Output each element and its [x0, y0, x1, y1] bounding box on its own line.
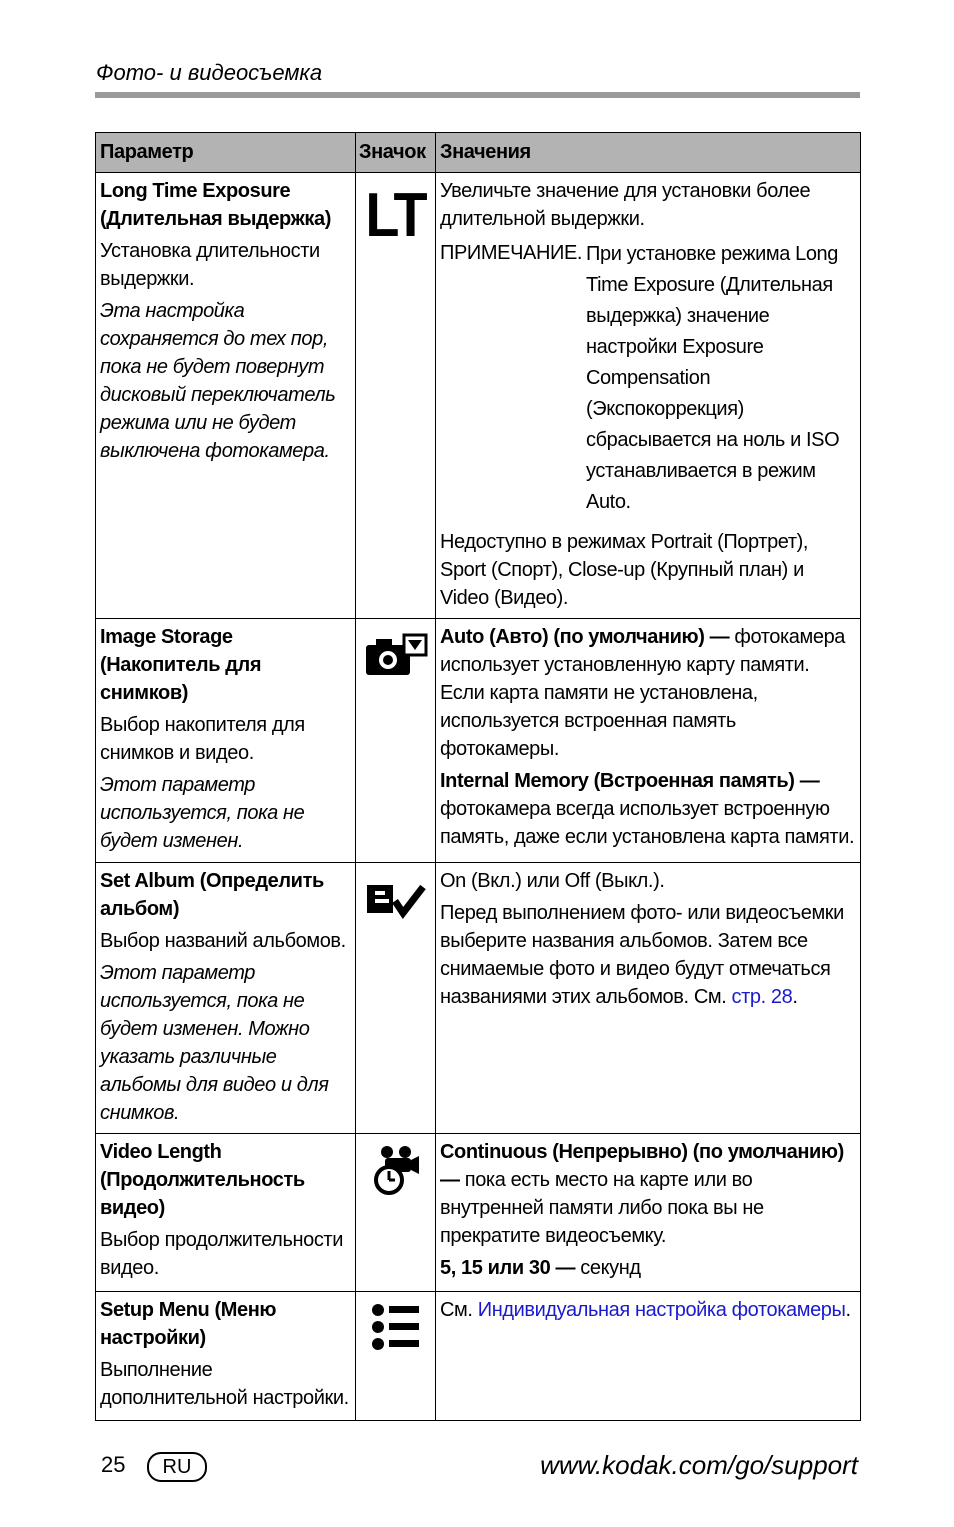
values-cell — [436, 863, 861, 1134]
camera-setup-link[interactable]: Индивидуальная настройка фотокамеры — [477, 1299, 846, 1321]
param-name: Long Time Exposure (Длительная выдержка) — [100, 180, 331, 230]
column-header-icon: Значок — [356, 133, 436, 173]
note-block — [440, 239, 857, 518]
icon-cell — [356, 173, 436, 619]
camera-storage-icon — [364, 631, 428, 679]
param-desc: Выбор накопителя для снимков и видео. — [100, 714, 305, 764]
header-rule — [95, 92, 860, 98]
param-cell — [96, 1292, 356, 1421]
page-number: 25 — [101, 1452, 126, 1477]
value-text-end: . — [792, 986, 798, 1008]
table-row — [96, 1134, 861, 1292]
video-timer-icon — [371, 1144, 421, 1198]
language-badge: RU — [147, 1452, 207, 1482]
column-header-values: Значения — [436, 133, 861, 173]
param-cell — [96, 1134, 356, 1292]
support-url[interactable]: www.kodak.com/go/support — [540, 1450, 858, 1480]
settings-table — [95, 132, 861, 1421]
icon-cell — [356, 619, 436, 863]
table-row — [96, 619, 861, 863]
column-header-parameter: Параметр — [96, 133, 356, 173]
values-cell — [436, 1292, 861, 1421]
internal-option-text: фотокамера всегда использует встроенную память, даже если установлена карта памяти. — [440, 798, 855, 848]
seconds-option-text: секунд — [575, 1257, 641, 1279]
seconds-option-label: 5, 15 или 30 — — [440, 1257, 576, 1279]
param-cell — [96, 863, 356, 1134]
value-text: Увеличьте значение для установки более длительной выдержки. — [440, 180, 811, 230]
param-note: Этот параметр используется, пока не будет изменен. — [100, 774, 305, 852]
icon-cell — [356, 863, 436, 1134]
internal-option-label: Internal Memory (Встроенная память) — — [440, 770, 820, 792]
param-name: Set Album (Определить альбом) — [100, 870, 324, 920]
auto-option-label: Auto (Авто) (по умолчанию) — — [440, 626, 730, 648]
setup-menu-icon — [371, 1302, 421, 1352]
page-header: Фото- и видеосъемка — [96, 60, 323, 85]
param-note: Этот параметр используется, пока не будет изменен. Можно указать различные альбомы для видео и для снимков. — [100, 962, 329, 1124]
page-link[interactable]: стр. 28 — [731, 986, 793, 1008]
table-row — [96, 173, 861, 619]
value-text: Перед выполнением фото- или видеосъемки выберите названия альбомов. Затем все снимаемые фото и видео будут отмечаться названиями этих альбомов. См. — [440, 902, 844, 1008]
param-desc: Выполнение дополнительной настройки. — [100, 1359, 349, 1409]
param-cell — [96, 619, 356, 863]
icon-cell — [356, 1134, 436, 1292]
table-header-row — [96, 133, 861, 173]
value-text: On (Вкл.) или Off (Выкл.). — [440, 870, 665, 892]
auto-option-text: фотокамера использует установленную карту памяти. Если карта памяти не установлена, используется встроенная память фотокамеры. — [440, 626, 846, 760]
values-cell — [436, 173, 861, 619]
long-time-exposure-icon: LT — [365, 181, 427, 250]
param-desc: Установка длительности выдержки. — [100, 240, 320, 290]
icon-cell — [356, 1292, 436, 1421]
note-label: ПРИМЕЧАНИЕ. — [440, 242, 583, 264]
param-name: Video Length (Продолжительность видео) — [100, 1141, 305, 1219]
table-row — [96, 863, 861, 1134]
note-text: При установке режима Long Time Exposure (Длительная выдержка) значение настройки Exposure Compensation (Экспокоррекция) сбрасывается на ноль и ISO устанавливается в режим Auto. — [586, 243, 840, 513]
continuous-option-label: Continuous (Непрерывно) (по умолчанию) — — [440, 1141, 844, 1191]
table-row — [96, 1292, 861, 1421]
continuous-option-text: пока есть место на карте или во внутренней памяти либо пока вы не прекратите видеосъемку. — [440, 1169, 764, 1247]
param-note: Эта настройка сохраняется до тех пор, пока не будет повернут дисковый переключатель режима или не будет выключена фотокамера. — [100, 300, 336, 462]
param-desc: Выбор названий альбомов. — [100, 930, 346, 952]
album-check-icon — [365, 883, 427, 919]
param-name: Setup Menu (Меню настройки) — [100, 1299, 277, 1349]
see-text-end: . — [845, 1299, 851, 1321]
values-cell — [436, 1134, 861, 1292]
value-text: Недоступно в режимах Portrait (Портрет), Sport (Спорт), Close-up (Крупный план) и Video (Видео). — [440, 531, 809, 609]
param-name: Image Storage (Накопитель для снимков) — [100, 626, 262, 704]
param-cell — [96, 173, 356, 619]
param-desc: Выбор продолжительности видео. — [100, 1229, 343, 1279]
see-text: См. — [440, 1299, 478, 1321]
values-cell — [436, 619, 861, 863]
